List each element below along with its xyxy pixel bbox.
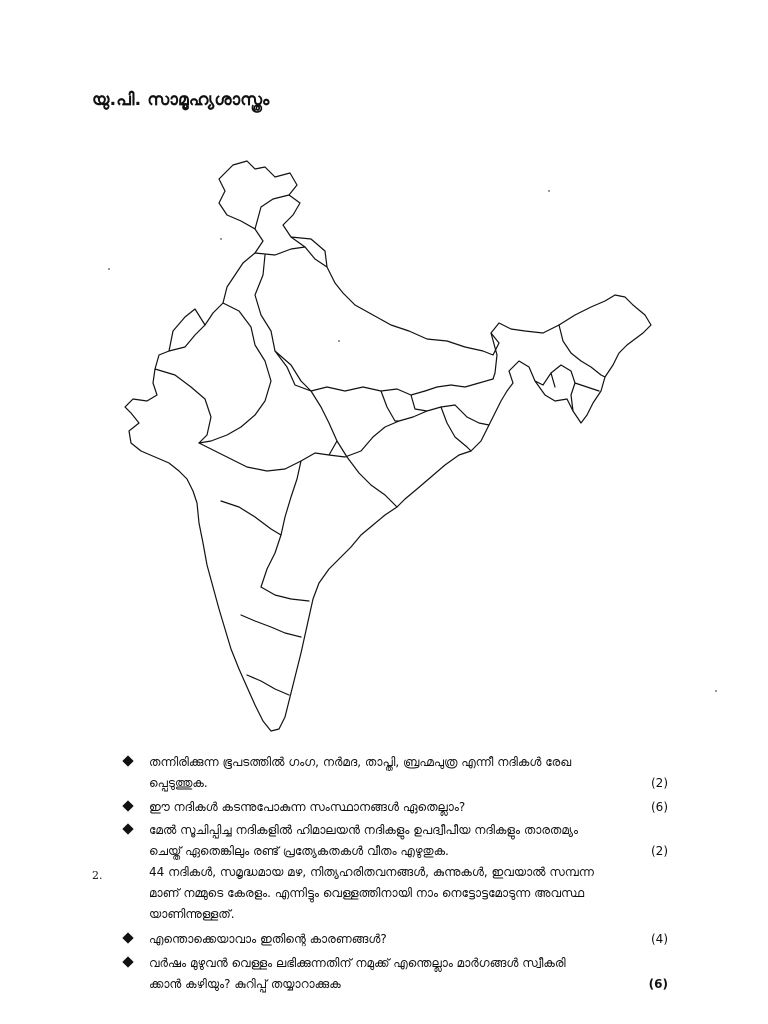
question-text-line: എന്തൊക്കെയാവാം ഇതിന്റെ കാരണങ്ങൾ? — [149, 932, 387, 946]
question-mark: (6) — [648, 977, 668, 991]
diamond-bullet-icon — [122, 933, 134, 945]
page-title: യു.പി. സാമൂഹ്യശാസ്ത്രം — [92, 90, 270, 110]
diamond-bullet-icon — [122, 801, 134, 813]
diamond-bullet-icon — [122, 824, 134, 836]
paragraph-line: മാണ് നമ്മുടെ കേരളം. എന്നിട്ടും വെള്ളത്തിനായി നാം നെട്ടോട്ടമോടുന്ന അവസ്ഥ — [149, 886, 585, 900]
question-item — [122, 752, 672, 794]
question-item — [122, 797, 672, 818]
question-text-line: വർഷം മുഴുവൻ വെള്ളം ലഭിക്കുന്നതിന് നമുക്ക് എന്തെല്ലാം മാർഗങ്ങൾ സ്വീകരി — [149, 956, 566, 970]
question-text-line: തന്നിരിക്കുന്ന ഭൂപടത്തിൽ ഗംഗ, നർമദ, താപ്തി, ബ്രഹ്മപുത്ര എന്നീ നദികൾ രേഖ — [149, 755, 572, 769]
scan-speck — [338, 340, 340, 342]
paragraph-line: 44 നദികൾ, സമൃദ്ധമായ മഴ, നിത്യഹരിതവനങ്ങൾ, കുന്നുകൾ, ഇവയാൽ സമ്പന്ന — [149, 865, 594, 879]
question-item — [122, 820, 672, 862]
question-mark: (2) — [651, 776, 668, 790]
question-mark: (6) — [651, 800, 668, 814]
question-number: 2. — [92, 869, 103, 882]
india-outline-map — [115, 155, 660, 740]
question-text-line: ചെയ്ത് ഏതെങ്കിലും രണ്ട് പ്രത്യേകതകൾ വീതം എഴുതുക. — [149, 844, 449, 858]
question-mark: (2) — [651, 844, 668, 858]
question-text-line: മേൽ സൂചിപ്പിച്ച നദികളിൽ ഹിമാലയൻ നദികളും ഉപദ്വീപീയ നദികളും താരതമ്യം — [149, 823, 578, 837]
question-item — [122, 929, 672, 950]
question-text-line: പ്പെടുത്തുക. — [149, 776, 208, 790]
diamond-bullet-icon — [122, 756, 134, 768]
scan-speck — [220, 238, 222, 240]
question-text-line: ക്കാൻ കഴിയും? കുറിപ്പ് തയ്യാറാക്കുക — [149, 977, 341, 991]
section-paragraph — [149, 862, 677, 925]
scan-speck — [108, 268, 110, 270]
question-mark: (4) — [651, 932, 668, 946]
scan-speck — [715, 690, 717, 692]
paragraph-line: യാണിന്നുള്ളത്. — [149, 907, 235, 921]
scan-speck — [548, 190, 550, 192]
question-text-line: ഈ നദികൾ കടന്നുപോകുന്ന സംസ്ഥാനങ്ങൾ ഏതെല്ലാം? — [149, 800, 466, 814]
diamond-bullet-icon — [122, 957, 134, 969]
question-item — [122, 953, 672, 995]
